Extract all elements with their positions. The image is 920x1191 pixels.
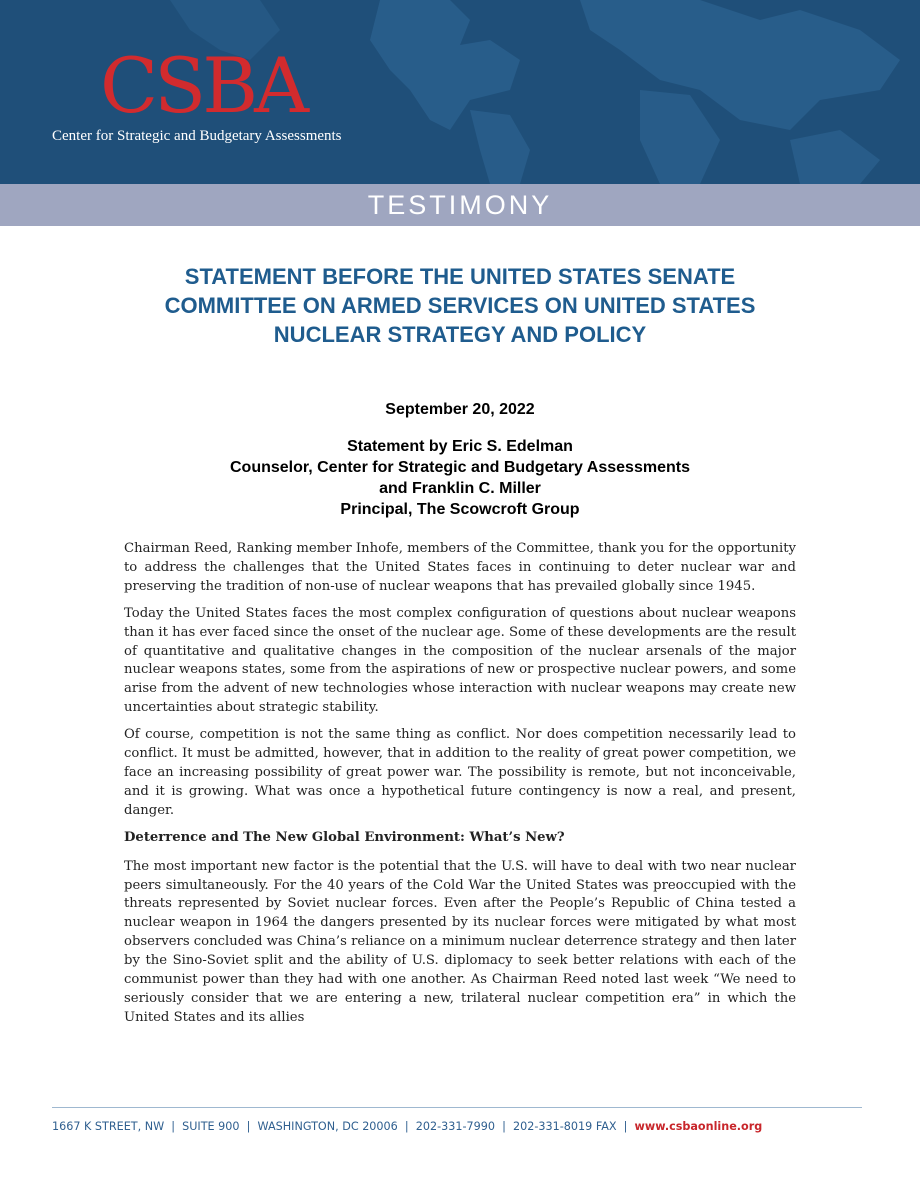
author-role-1: Counselor, Center for Strategic and Budgetary Assessments	[230, 459, 690, 476]
body-text	[124, 540, 796, 1036]
title-line-1: STATEMENT BEFORE THE UNITED STATES SENATE	[184, 264, 736, 289]
paragraph-2: Today the United States faces the most complex configuration of questions about nuclear weapons than it has ever faced since the onset of the nuclear age. Some of these developments are the result of quantitative and qualitative changes in the composition of the nuclear arsenals of the major nuclear weapons states, some from the aspirations of new or prospective nuclear powers, and some arise from the advent of new technologies whose interaction with nuclear weapons may create new uncertainties about strategic stability.	[124, 605, 796, 716]
band-title: TESTIMONY	[367, 190, 553, 220]
organization-name: Center for Strategic and Budgetary Assessments	[52, 128, 342, 144]
paragraph-1: Chairman Reed, Ranking member Inhofe, members of the Committee, thank you for the opportunity to address the challenges that the United States faces in continuing to deter nuclear war and preserving the tradition of non-use of nuclear weapons that has prevailed globally since 1945.	[124, 541, 796, 594]
header-banner	[0, 0, 920, 184]
co-author: and Franklin C. Miller	[379, 480, 541, 497]
statement-by: Statement by Eric S. Edelman	[347, 438, 573, 455]
author-role-2: Principal, The Scowcroft Group	[340, 501, 580, 518]
authors-block	[100, 436, 820, 520]
title-line-2: COMMITTEE ON ARMED SERVICES ON UNITED STATES	[164, 293, 756, 318]
section-heading: Deterrence and The New Global Environment: What’s New?	[124, 829, 565, 845]
footer	[52, 1120, 762, 1133]
footer-divider	[52, 1107, 862, 1108]
footer-address: 1667 K STREET, NW | SUITE 900 | WASHINGTON, DC 20006 | 202-331-7990 | 202-331-8019 FAX |	[52, 1120, 635, 1133]
paragraph-3: Of course, competition is not the same thing as conflict. Nor does competition necessarily lead to conflict. It must be admitted, however, that in addition to the reality of great power competition, we face an increasing possibility of great power war. The possibility is remote, but not inconceivable, and it is growing. What was once a hypothetical future contingency is now a real, and present, danger.	[124, 727, 796, 818]
testimony-band	[0, 184, 920, 226]
csba-logo: CSBA	[100, 41, 305, 130]
document-title	[100, 262, 820, 349]
statement-date: September 20, 2022	[385, 401, 535, 418]
paragraph-4: The most important new factor is the potential that the U.S. will have to deal with two near nuclear peers simultaneously. For the 40 years of the Cold War the United States was preoccupied with the threats represented by Soviet nuclear forces. Even after the People’s Republic of China tested a nuclear weapon in 1964 the dangers presented by its nuclear forces were mitigated by what most observers concluded was China’s reliance on a minimum nuclear deterrence strategy and then later by the Sino-Soviet split and the ability of U.S. diplomacy to seek better relations with each of the communist power than they had with one another. As Chairman Reed noted last week “We need to seriously consider that we are entering a new, trilateral nuclear competition era” in which the United States and its allies	[124, 858, 796, 1025]
title-line-3: NUCLEAR STRATEGY AND POLICY	[273, 322, 647, 347]
footer-url-link[interactable]: www.csbaonline.org	[634, 1120, 763, 1133]
